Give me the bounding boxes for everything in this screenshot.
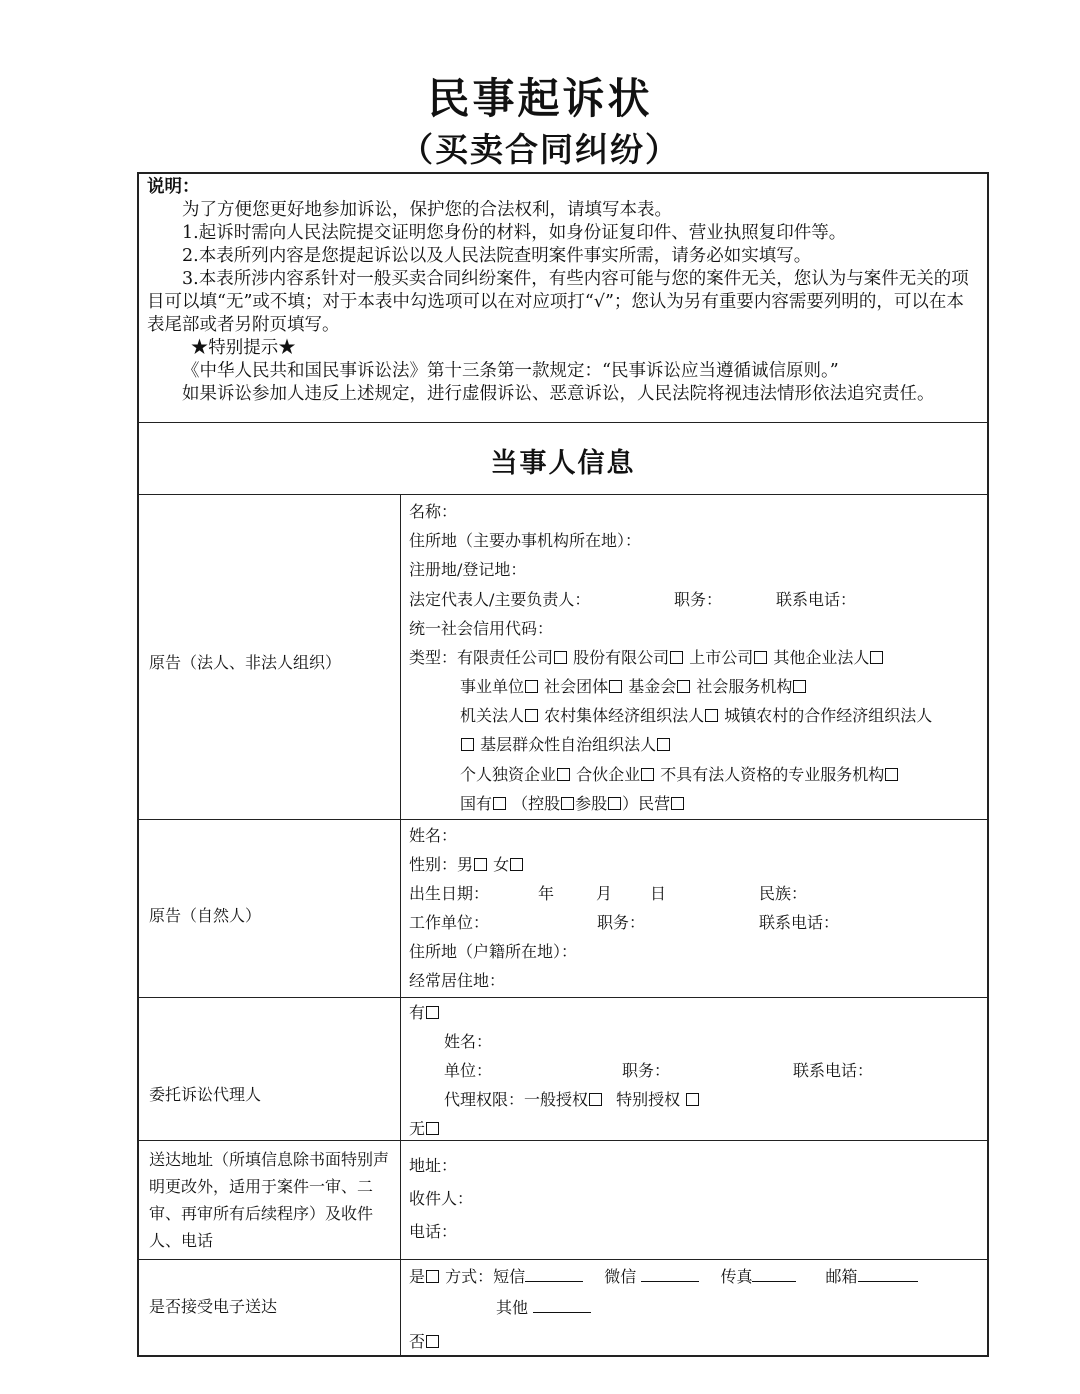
person-residence-field[interactable]: 经常居住地： (409, 971, 506, 990)
agent-unit-field[interactable]: 单位： (444, 1061, 493, 1080)
birth-day-label: 日 (650, 884, 667, 903)
checkbox-professional[interactable] (885, 768, 898, 781)
org-phone-field[interactable]: 联系电话： (776, 590, 857, 609)
org-type-row-4: 基层群众性自治组织法人 (460, 735, 671, 755)
checkbox-agent-yes[interactable] (426, 1006, 439, 1019)
checkbox-general-authority[interactable] (589, 1093, 602, 1106)
checkbox-special-authority[interactable] (686, 1093, 699, 1106)
row-label-plaintiff-org: 原告（法人、非法人组织） (149, 653, 342, 672)
sms-blank[interactable] (525, 1267, 583, 1282)
birth-month-label: 月 (596, 884, 613, 903)
false-litigation-warning: 如果诉讼参加人违反上述规定，进行虚假诉讼、恶意诉讼，人民法院将视违法情形依法追究责任。 (182, 384, 935, 404)
email-blank[interactable] (858, 1267, 918, 1282)
checkbox-organ[interactable] (525, 709, 538, 722)
agent-yes-option: 有 (409, 1003, 440, 1023)
divider (139, 819, 987, 820)
checkbox-e-service-no[interactable] (426, 1335, 439, 1348)
checkbox-social-group[interactable] (609, 680, 622, 693)
instructions-heading: 说明： (147, 177, 200, 197)
person-domicile-field[interactable]: 住所地（户籍所在地）： (409, 942, 578, 961)
instruction-item-2: 2.本表所列内容是您提起诉讼以及人民法院查明案件事实所需，请务必如实填写。 (182, 246, 812, 266)
org-registration-field[interactable]: 注册地/登记地： (409, 560, 527, 579)
checkbox-other-corp[interactable] (870, 651, 883, 664)
org-name-field[interactable]: 名称： (409, 502, 458, 521)
checkbox-holding[interactable] (561, 797, 574, 810)
person-position-field[interactable]: 职务： (597, 913, 646, 932)
org-type-row-2: 事业单位 社会团体 基金会 社会服务机构 (460, 677, 807, 697)
instruction-item-3: 3.本表所涉内容系针对一般买卖合同纠纷案件，有些内容可能与您的案件无关，您认为与案件无关的项目可以填“无”或不填；对于本表中勾选项可以在对应项打“√”；您认为另有重要内容需要列明的，可以在本表尾部或者另附页填写。 (147, 269, 969, 335)
service-phone-field[interactable]: 电话： (409, 1222, 458, 1241)
law-quote: 《中华人民共和国民事诉讼法》第十三条第一款规定：“民事诉讼应当遵循诚信原则。” (182, 361, 839, 381)
birth-year-label: 年 (538, 884, 555, 903)
checkbox-public-institution[interactable] (525, 680, 538, 693)
checkbox-stake[interactable] (608, 797, 621, 810)
agent-authority-field: 代理权限：一般授权 特别授权 (444, 1090, 700, 1110)
person-ethnicity-field[interactable]: 民族： (759, 884, 808, 903)
service-recipient-field[interactable]: 收件人： (409, 1189, 474, 1208)
page-subtitle: （买卖合同纠纷） (400, 130, 680, 169)
divider (139, 494, 987, 495)
checkbox-private[interactable] (671, 797, 684, 810)
divider (139, 422, 987, 423)
checkbox-partnership[interactable] (641, 768, 654, 781)
section-title-party-info: 当事人信息 (490, 448, 636, 479)
agent-position-field[interactable]: 职务： (622, 1061, 671, 1080)
checkbox-social-service[interactable] (793, 680, 806, 693)
checkbox-sole-proprietorship[interactable] (557, 768, 570, 781)
org-address-field[interactable]: 住所地（主要办事机构所在地）： (409, 531, 642, 550)
column-divider (400, 494, 401, 1357)
org-type-row-1: 类型：有限责任公司 股份有限公司 上市公司 其他企业法人 (409, 648, 884, 668)
checkbox-grassroots[interactable] (657, 738, 670, 751)
org-legal-rep-field[interactable]: 法定代表人/主要负责人： (409, 590, 591, 609)
org-type-row-6: 国有 （控股 参股 ）民营 (460, 794, 685, 814)
org-credit-code-field[interactable]: 统一社会信用代码： (409, 619, 554, 638)
instructions-block (147, 176, 981, 406)
service-address-field[interactable]: 地址： (409, 1156, 458, 1175)
checkbox-female[interactable] (510, 858, 523, 871)
checkbox-state-owned[interactable] (493, 797, 506, 810)
row-label-plaintiff-person: 原告（自然人） (149, 906, 262, 925)
org-position-field[interactable]: 职务： (674, 590, 723, 609)
person-phone-field[interactable]: 联系电话： (759, 913, 840, 932)
e-service-yes-row: 是 方式：短信 微信 传真 邮箱 (409, 1267, 918, 1287)
checkbox-rural-collective[interactable] (705, 709, 718, 722)
divider (139, 1259, 987, 1260)
checkbox-joint-stock[interactable] (670, 651, 683, 664)
divider (139, 1140, 987, 1141)
row-label-agent: 委托诉讼代理人 (149, 1085, 262, 1104)
checkbox-llc[interactable] (554, 651, 567, 664)
page-title: 民事起诉状 (427, 74, 653, 123)
instructions-intro: 为了方便您更好地参加诉讼，保护您的合法权利，请填写本表。 (182, 200, 672, 220)
instruction-item-1: 1.起诉时需向人民法院提交证明您身份的材料，如身份证复印件、营业执照复印件等。 (182, 223, 847, 243)
row-label-service-address: 送达地址（所填信息除书面特别声明更改外，适用于案件一审、二审、再审所有后续程序）及收件人、电话 (149, 1150, 390, 1250)
org-type-row-3: 机关法人 农村集体经济组织法人 城镇农村的合作经济组织法人 (460, 706, 933, 725)
agent-phone-field[interactable]: 联系电话： (793, 1061, 874, 1080)
checkbox-agent-no[interactable] (426, 1122, 439, 1135)
person-employer-field[interactable]: 工作单位： (409, 913, 490, 932)
complaint-form-table (137, 172, 989, 1357)
fax-blank[interactable] (752, 1267, 796, 1282)
row-label-e-service: 是否接受电子送达 (149, 1297, 278, 1316)
checkbox-e-service-yes[interactable] (426, 1270, 439, 1283)
e-service-other-row: 其他 (496, 1298, 591, 1318)
e-service-no-option: 否 (409, 1332, 440, 1352)
checkbox-listed[interactable] (754, 651, 767, 664)
person-birth-field[interactable]: 出生日期： (409, 884, 490, 903)
org-type-row-5: 个人独资企业 合伙企业 不具有法人资格的专业服务机构 (460, 765, 899, 785)
divider (139, 997, 987, 998)
wechat-blank[interactable] (641, 1267, 699, 1282)
person-gender-field: 性别：男 女 (409, 855, 524, 875)
checkbox-foundation[interactable] (677, 680, 690, 693)
checkbox-coop[interactable] (461, 738, 474, 751)
agent-no-option: 无 (409, 1119, 440, 1139)
special-notice-heading: ★特别提示★ (190, 338, 296, 358)
checkbox-male[interactable] (474, 858, 487, 871)
other-blank[interactable] (533, 1298, 591, 1313)
person-name-field[interactable]: 姓名： (409, 826, 458, 845)
agent-name-field[interactable]: 姓名： (444, 1032, 493, 1051)
